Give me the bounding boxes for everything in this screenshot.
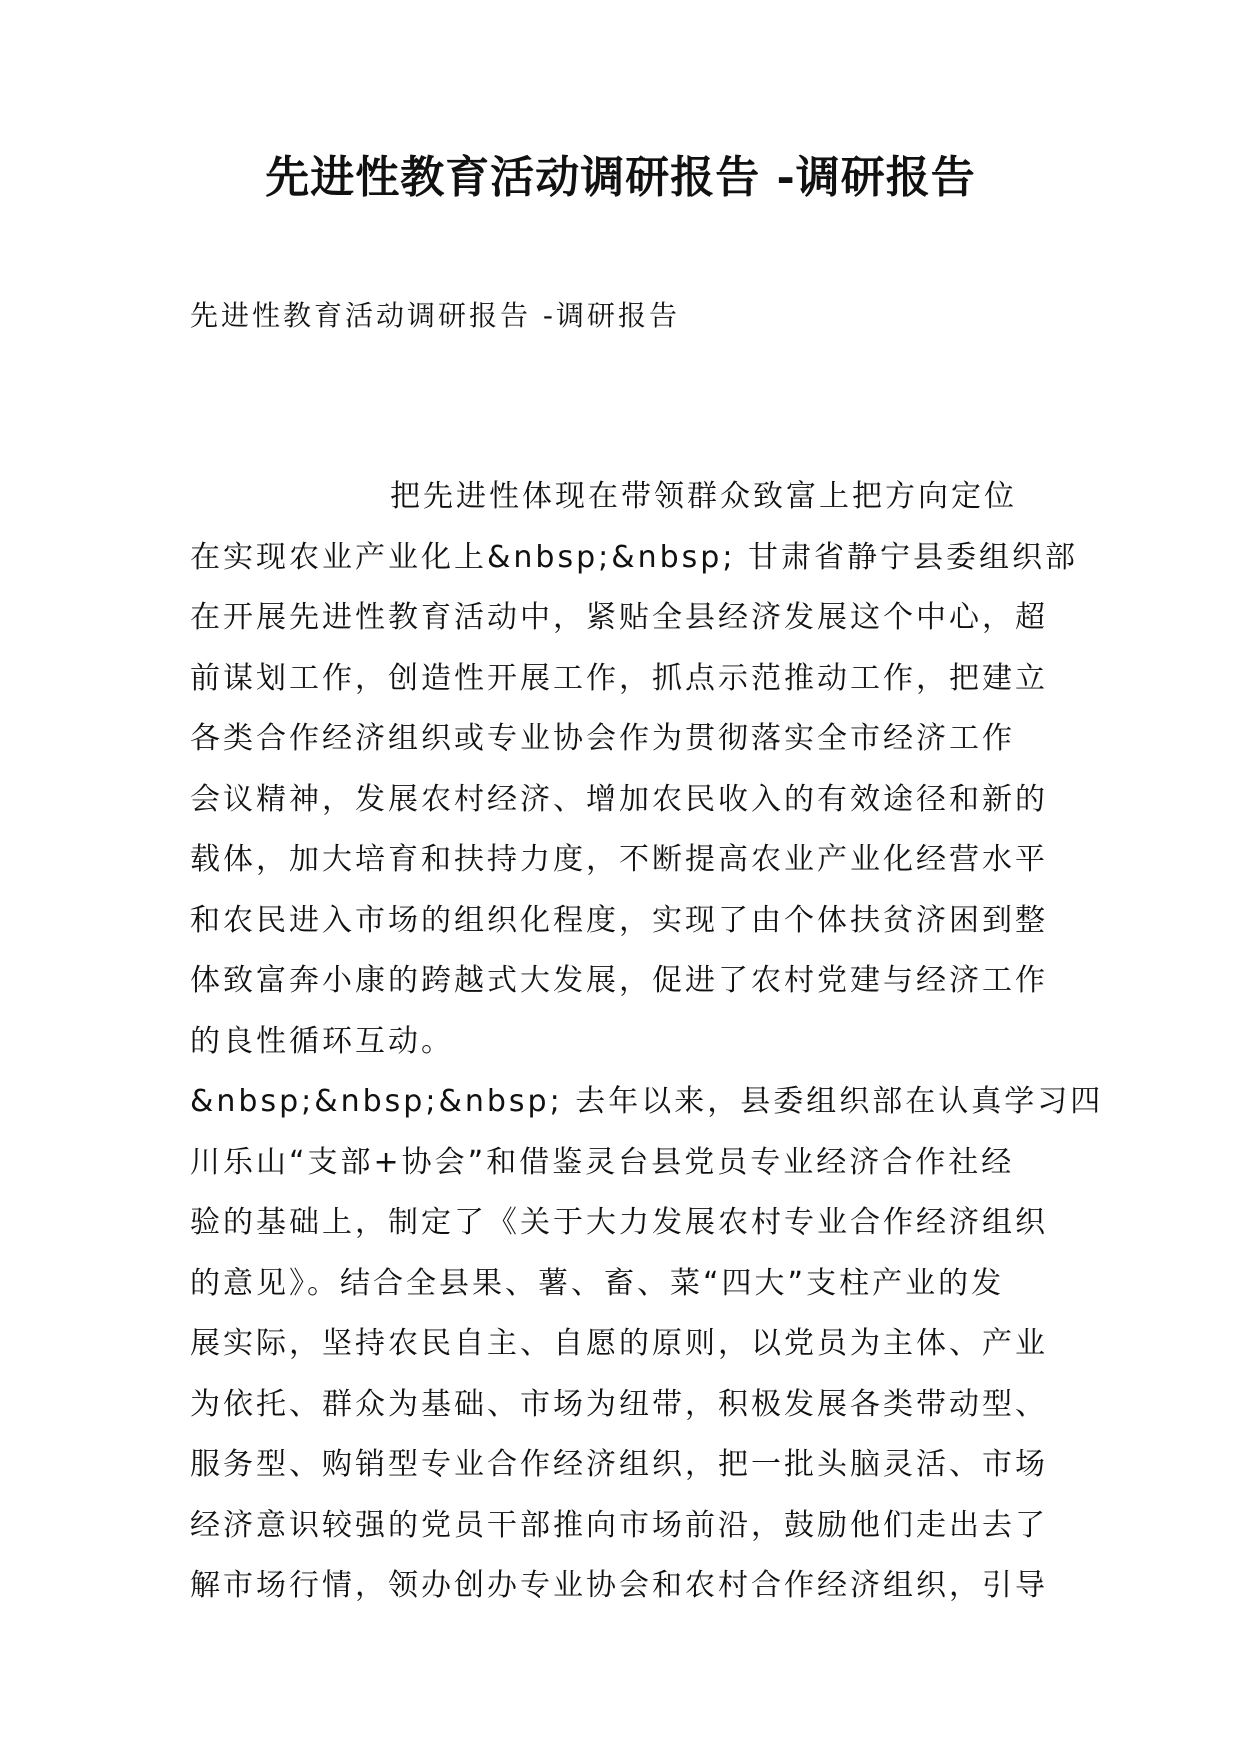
body-line: 经济意识较强的党员干部推向市场前沿，鼓励他们走出去了 (190, 1507, 1048, 1543)
body-line: 的意见》。结合全县果、薯、畜、菜“四大”支柱产业的发 (190, 1265, 1005, 1301)
body-line: 展实际，坚持农民自主、自愿的原则，以党员为主体、产业 (190, 1326, 1048, 1361)
body-line: 在实现农业产业化上&nbsp;&nbsp; 甘肃省静宁县委组织部 (190, 539, 1078, 575)
body-line: 和农民进入市场的组织化程度，实现了由个体扶贫济困到整 (190, 902, 1048, 938)
body-line: 前谋划工作，创造性开展工作，抓点示范推动工作，把建立 (190, 660, 1048, 696)
body-line: 体致富奔小康的跨越式大发展，促进了农村党建与经济工作 (190, 963, 1048, 998)
document-body (190, 467, 1104, 1617)
body-line: 把先进性体现在带领群众致富上把方向定位 (390, 479, 1017, 514)
body-line: 在开展先进性教育活动中，紧贴全县经济发展这个中心，超 (190, 600, 1048, 635)
body-line: 为依托、群众为基础、市场为纽带，积极发展各类带动型、 (190, 1386, 1048, 1422)
body-line: 验的基础上，制定了《关于大力发展农村专业合作经济组织 (190, 1205, 1048, 1240)
body-line: 川乐山“支部+协会”和借鉴灵台县党员专业经济合作社经 (190, 1144, 1015, 1180)
body-line: 载体，加大培育和扶持力度，不断提高农业产业化经营水平 (190, 842, 1048, 877)
document-subtitle: 先进性教育活动调研报告 -调研报告 (190, 299, 681, 332)
body-line: 解市场行情，领办创办专业协会和农村合作经济组织，引导 (190, 1568, 1048, 1603)
body-line: 的良性循环互动。 (190, 1023, 454, 1059)
body-line: 会议精神，发展农村经济、增加农民收入的有效途径和新的 (190, 781, 1048, 817)
body-line: 服务型、购销型专业合作经济组织，把一批头脑灵活、市场 (190, 1447, 1048, 1482)
document-title: 先进性教育活动调研报告 -调研报告 (265, 152, 976, 203)
body-line: &nbsp;&nbsp;&nbsp; 去年以来，县委组织部在认真学习四 (190, 1084, 1104, 1119)
body-line: 各类合作经济组织或专业协会作为贯彻落实全市经济工作 (190, 721, 1015, 756)
